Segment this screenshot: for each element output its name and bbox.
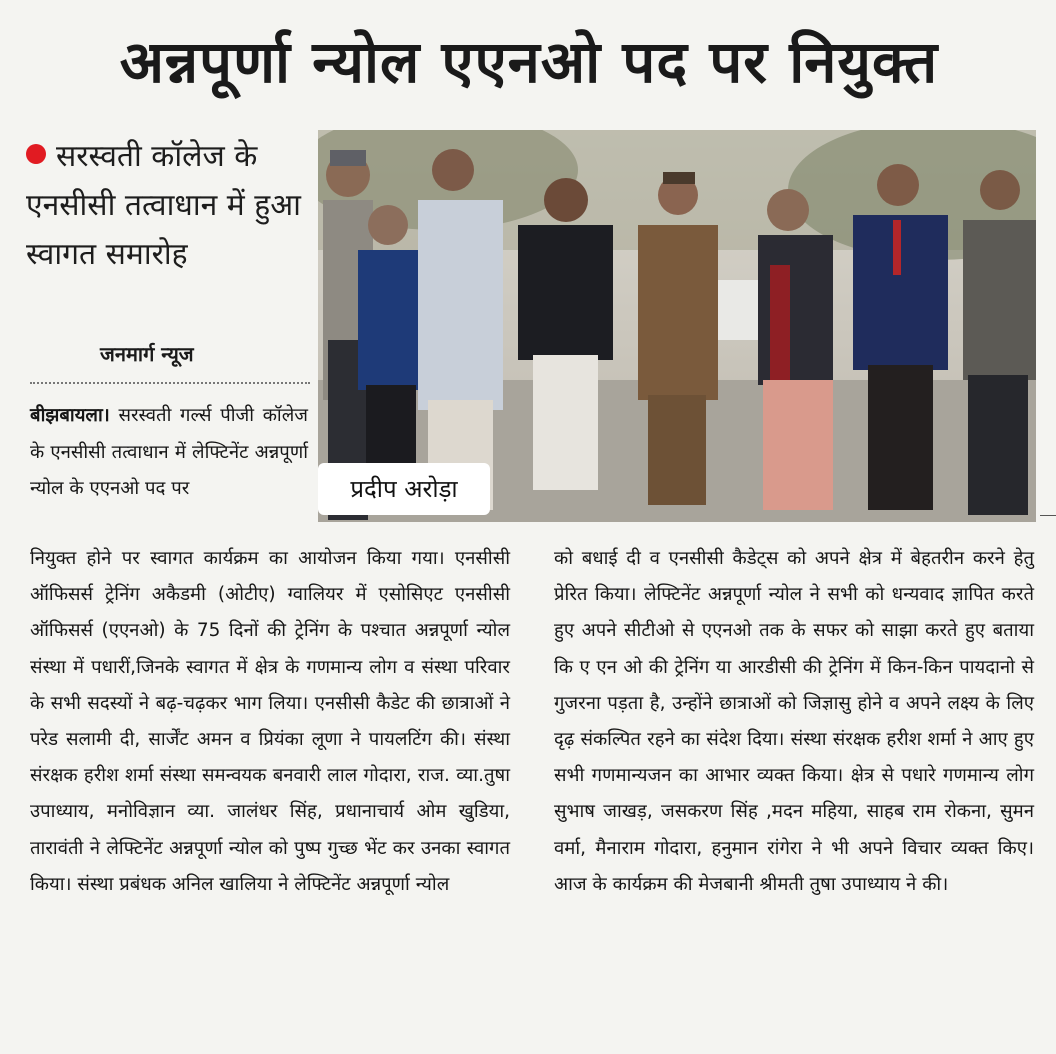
subheadline xyxy=(26,132,311,279)
byline-divider xyxy=(30,382,310,384)
crop-mark xyxy=(1040,515,1056,516)
photo-credit: प्रदीप अरोड़ा xyxy=(318,463,490,515)
byline: जनमार्ग न्यूज xyxy=(100,342,194,366)
dateline: बीझबायला। xyxy=(30,405,110,426)
subheadline-text: सरस्वती कॉलेज के एनसीसी तत्वाधान में हुआ स्वागत समारोह xyxy=(26,139,301,272)
article-column-2: को बधाई दी व एनसीसी कैडेट्स को अपने क्षेत्र में बेहतरीन करने हेतु प्रेरित किया। लेफ्टिनेंट अन्नपूर्णा न्योल ने सभी को धन्यवाद ज्ञापित करते हुए अपने सीटीओ से एएनओ तक के सफर को साझा करते हुए बताया कि ए एन ओ की ट्रेनिंग या आरडीसी की ट्रेनिंग में किन-किन पायदानो से गुजरना पड़ता है, उन्होंने छात्राओं को जिज्ञासु होने व अपने लक्ष्य के लिए दृढ़ संकल्पित रहने का संदेश दिया। संस्था संरक्षक हरीश शर्मा ने आए हुए सभी गणमान्यजन का आभार व्यक्त किया। क्षेत्र से पधारे गणमान्य लोग सुभाष जाखड़, जसकरण सिंह ,मदन महिया, साहब राम रोकना, सुमन वर्मा, मैनाराम गोदारा, हनुमान रांगेरा ने भी अपने विचार व्यक्त किए। आज के कार्यक्रम की मेजबानी श्रीमती तुषा उपाध्याय ने की। xyxy=(554,548,1034,895)
headline: अन्नपूर्णा न्योल एएनओ पद पर नियुक्त xyxy=(119,28,939,96)
article-intro xyxy=(30,398,308,508)
bullet-icon xyxy=(26,144,46,164)
article-column-1: नियुक्त होने पर स्वागत कार्यक्रम का आयोजन किया गया। एनसीसी ऑफिसर्स ट्रेनिंग अकैडमी (ओटीए) ग्वालियर में एसोसिएट एनसीसी ऑफिसर्स (एएनओ) के 75 दिनों की ट्रेनिंग के पश्चात अन्नपूर्णा न्योल संस्था में पधारीं,जिनके स्वागत में क्षेत्र के गणमान्य लोग व संस्था परिवार के सभी सदस्यों ने बढ़-चढ़कर भाग लिया। एनसीसी कैडेट की छात्राओं ने परेड सलामी दी, सार्जेंट अमन व प्रियंका लूणा ने पायलटिंग की। संस्था संरक्षक हरीश शर्मा संस्था समन्वयक बनवारी लाल गोदारा, राज. व्या.तुषा उपाध्याय, मनोविज्ञान व्या. जालंधर सिंह, प्रधानाचार्य ओम खुडिया, तारावंती ने लेफ्टिनेंट अन्नपूर्णा न्योल को पुष्प गुच्छ भेंट कर उनका स्वागत किया। संस्था प्रबंधक अनिल खालिया ने लेफ्टिनेंट अन्नपूर्णा न्योल xyxy=(30,548,510,895)
intro-text: सरस्वती गर्ल्स पीजी कॉलेज के एनसीसी तत्वाधान में लेफ्टिनेंट अन्नपूर्णा न्योल के एएनओ पद पर xyxy=(30,405,308,499)
